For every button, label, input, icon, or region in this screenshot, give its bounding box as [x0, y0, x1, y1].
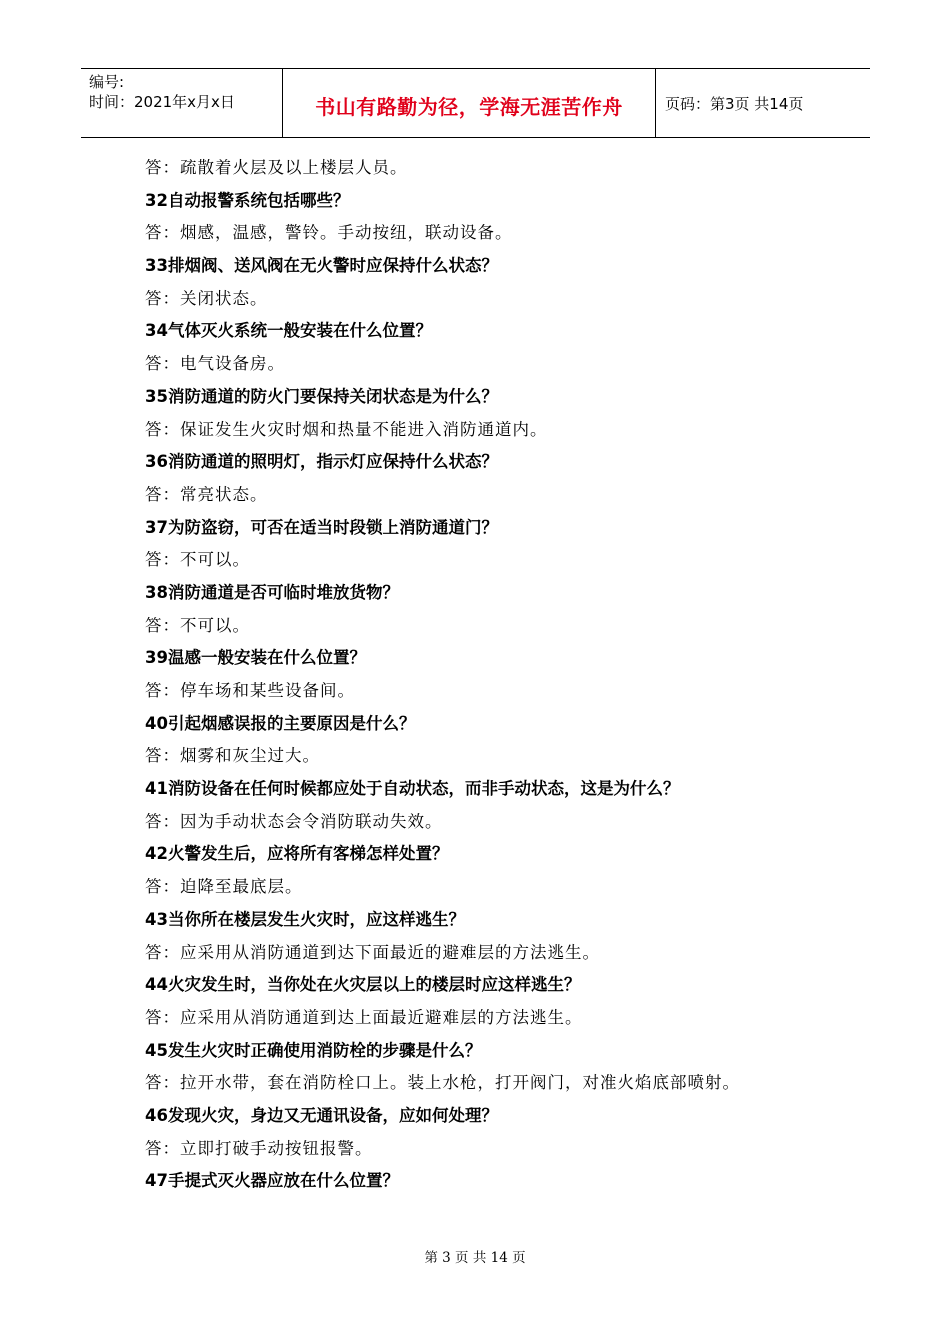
- question-line: 38消防通道是否可临时堆放货物？: [145, 582, 399, 602]
- header-time: 时间：2021年x月x日: [89, 93, 235, 111]
- answer-line: 答：因为手动状态会令消防联动失效。: [145, 811, 443, 831]
- question-line: 35消防通道的防火门要保持关闭状态是为什么？: [145, 386, 498, 406]
- answer-line: 答：保证发生火灾时烟和热量不能进入消防通道内。: [145, 419, 548, 439]
- question-line: 41消防设备在任何时候都应处于自动状态，而非手动状态，这是为什么？: [145, 779, 680, 799]
- question-line: 32自动报警系统包括哪些？: [145, 190, 350, 210]
- answer-line: 答：电气设备房。: [145, 354, 285, 374]
- question-line: 36消防通道的照明灯，指示灯应保持什么状态？: [145, 452, 498, 472]
- answer-line: 答：不可以。: [145, 615, 250, 635]
- question-line: 43当你所在楼层发生火灾时，应这样逃生？: [145, 909, 465, 929]
- qa-content: [145, 152, 845, 1198]
- question-line: 45发生火灾时正确使用消防栓的步骤是什么？: [145, 1040, 482, 1060]
- answer-line: 答：常亮状态。: [145, 484, 268, 504]
- page-header: [81, 68, 870, 138]
- question-line: 37为防盗窃，可否在适当时段锁上消防通道门？: [145, 517, 498, 537]
- page-footer: 第 3 页 共 14 页: [424, 1250, 526, 1266]
- question-line: 34气体灭火系统一般安装在什么位置？: [145, 321, 432, 341]
- question-line: 39温感一般安装在什么位置？: [145, 648, 366, 668]
- answer-line: 答：关闭状态。: [145, 288, 268, 308]
- answer-line: 答：应采用从消防通道到达下面最近的避难层的方法逃生。: [145, 942, 600, 962]
- question-line: 40引起烟感误报的主要原因是什么？: [145, 713, 416, 733]
- header-divider: [655, 69, 656, 137]
- answer-line: 答：立即打破手动按钮报警。: [145, 1138, 373, 1158]
- answer-line: 答：迫降至最底层。: [145, 877, 303, 897]
- question-line: 44火灾发生时，当你处在火灾层以上的楼层时应这样逃生？: [145, 975, 581, 995]
- question-line: 42火警发生后，应将所有客梯怎样处置？: [145, 844, 449, 864]
- answer-line: 答：拉开水带，套在消防栓口上。装上水枪，打开阀门，对准火焰底部喷射。: [145, 1073, 740, 1093]
- question-line: 33排烟阀、送风阀在无火警时应保持什么状态？: [145, 256, 498, 276]
- header-bianhao: 编号:: [89, 73, 125, 91]
- answer-line: 答：不可以。: [145, 550, 250, 570]
- answer-line: 答：疏散着火层及以上楼层人员。: [145, 158, 408, 177]
- header-info: [89, 72, 235, 112]
- answer-line: 答：烟感，温感，警铃。手动按纽，联动设备。: [145, 223, 513, 243]
- answer-line: 答：烟雾和灰尘过大。: [145, 746, 320, 766]
- answer-line: 答：停车场和某些设备间。: [145, 681, 355, 700]
- header-page-number: 页码：第3页 共14页: [665, 95, 804, 113]
- question-line: 46发现火灾，身边又无通讯设备，应如何处理？: [145, 1105, 498, 1125]
- answer-line: 答：应采用从消防通道到达上面最近避难层的方法逃生。: [145, 1007, 583, 1027]
- question-line: 47手提式灭火器应放在什么位置？: [145, 1171, 399, 1191]
- header-motto: 书山有路勤为径，学海无涯苦作舟: [315, 95, 623, 119]
